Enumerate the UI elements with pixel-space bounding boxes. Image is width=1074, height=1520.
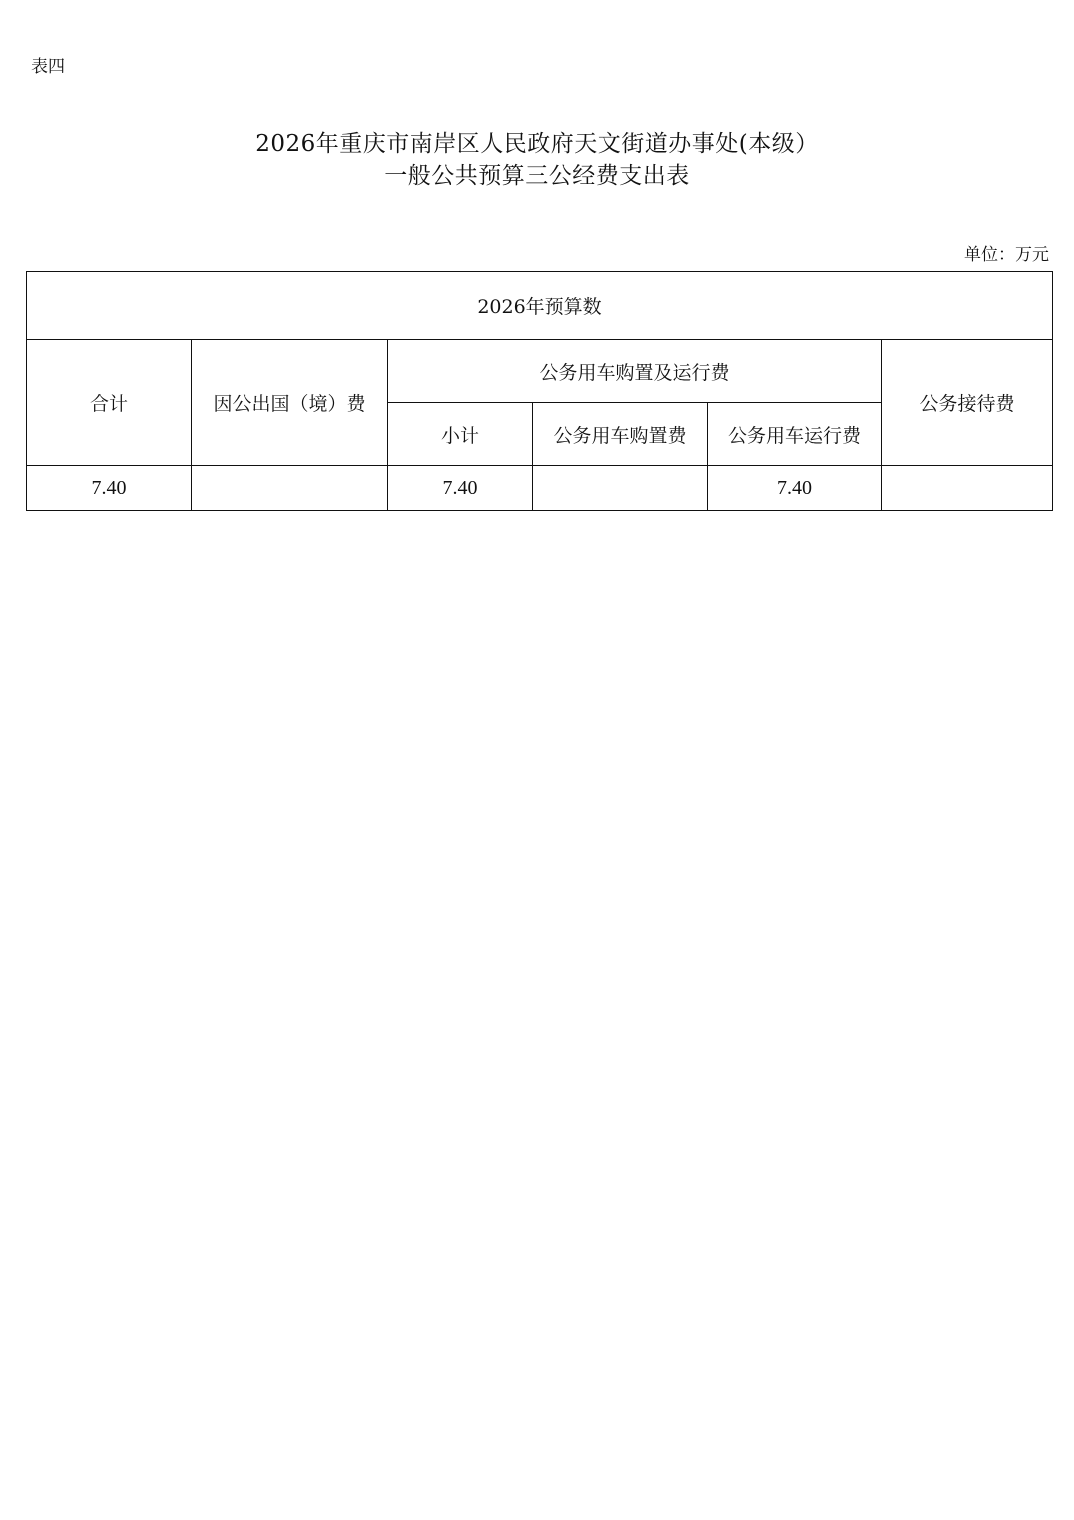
header-row-year [27,272,1053,340]
cell-vehicle-operation: 7.40 [708,466,882,511]
cell-total: 7.40 [27,466,192,511]
unit-label: 单位：万元 [964,245,1049,265]
title-line-2: 一般公共预算三公经费支出表 [384,163,690,189]
cell-vehicle-subtotal: 7.40 [388,466,533,511]
cell-overseas [192,466,388,511]
cell-reception [882,466,1053,511]
header-row-categories [27,340,1053,403]
col-vehicle-purchase-header: 公务用车购置费 [533,403,708,466]
col-vehicle-group-header: 公务用车购置及运行费 [388,340,882,403]
budget-year-header: 2026年预算数 [27,272,1053,340]
col-vehicle-subtotal-header: 小计 [388,403,533,466]
three-public-expenses-table [26,271,1053,511]
document-title [0,128,1074,192]
cell-vehicle-purchase [533,466,708,511]
col-overseas-header: 因公出国（境）费 [192,340,388,466]
table-number-label: 表四 [31,57,65,77]
title-line-1: 2026年重庆市南岸区人民政府天文街道办事处(本级） [255,131,819,157]
col-total-header: 合计 [27,340,192,466]
col-vehicle-operation-header: 公务用车运行费 [708,403,882,466]
col-reception-header: 公务接待费 [882,340,1053,466]
table-row [27,466,1053,511]
